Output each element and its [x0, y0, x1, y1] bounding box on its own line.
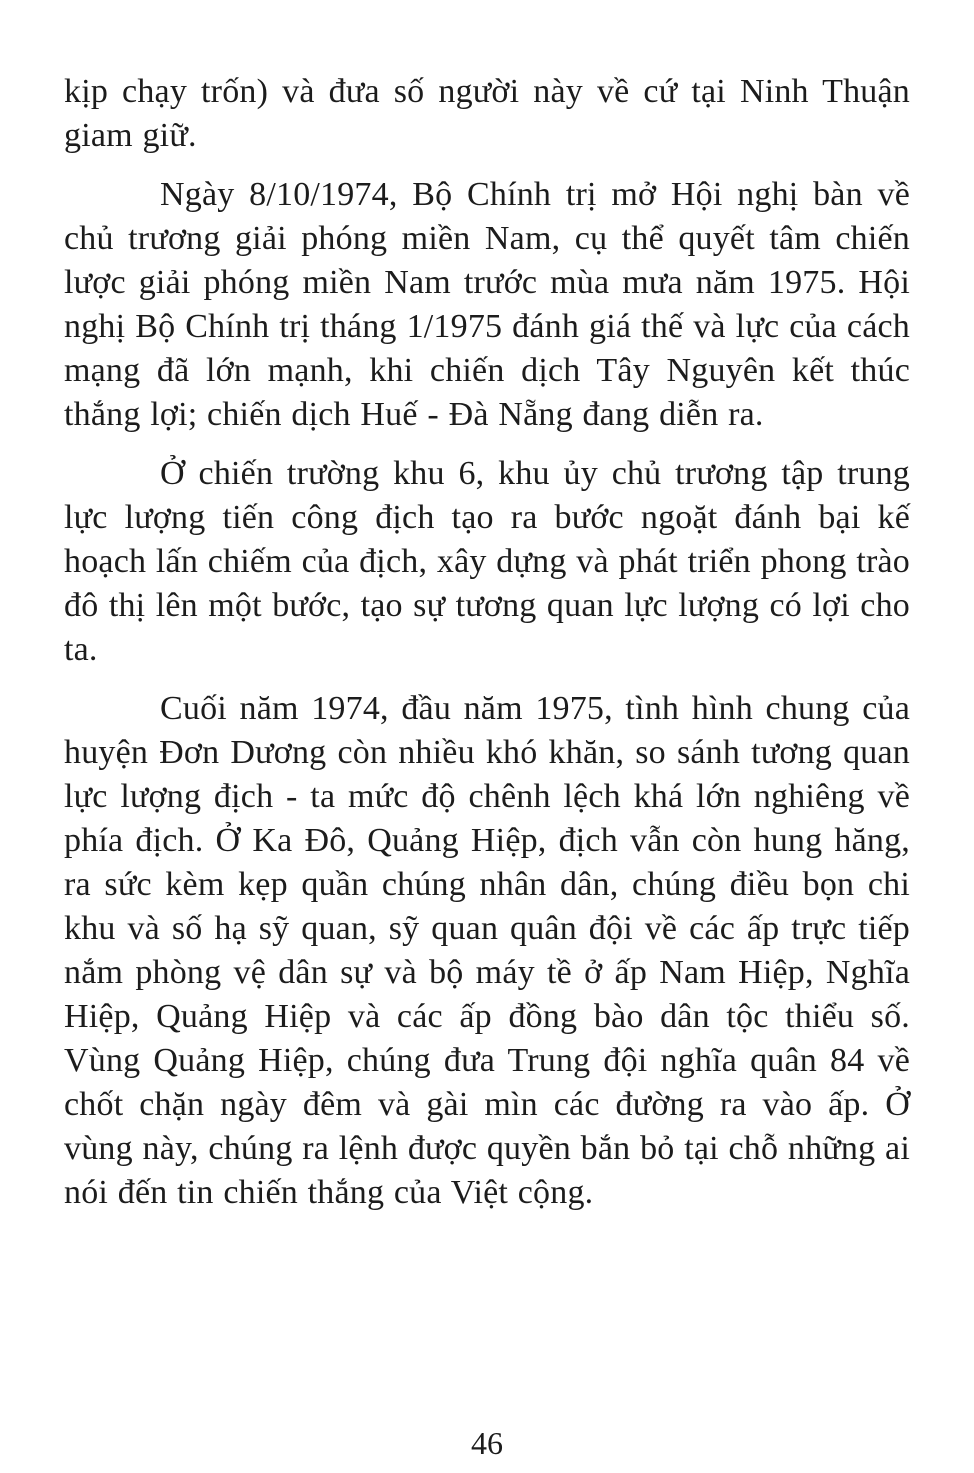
paragraph-1: kịp chạy trốn) và đưa số người này về cứ tại Ninh Thuận giam giữ. [64, 73, 910, 154]
page-number: 46 [471, 1425, 503, 1461]
paragraph-2: Ngày 8/10/1974, Bộ Chính trị mở Hội nghị bàn về chủ trương giải phóng miền Nam, cụ thể quyết tâm chiến lược giải phóng miền Nam trước mùa mưa năm 1975. Hội nghị Bộ Chính trị tháng 1/1975 đánh giá thế và lực của cách mạng đã lớn mạnh, khi chiến dịch Tây Nguyên kết thúc thắng lợi; chiến dịch Huế - Đà Nẵng đang diễn ra. [64, 176, 910, 433]
page-body [64, 70, 910, 1360]
paragraph-4: Cuối năm 1974, đầu năm 1975, tình hình chung của huyện Đơn Dương còn nhiều khó khăn, so sánh tương quan lực lượng địch - ta mức độ chênh lệch khá lớn nghiêng về phía địch. Ở Ka Đô, Quảng Hiệp, địch vẫn còn hung hăng, ra sức kèm kẹp quần chúng nhân dân, chúng điều bọn chi khu và số hạ sỹ quan, sỹ quan quân đội về các ấp trực tiếp nắm phòng vệ dân sự và bộ máy tề ở ấp Nam Hiệp, Nghĩa Hiệp, Quảng Hiệp và các ấp đồng bào dân tộc thiểu số. Vùng Quảng Hiệp, chúng đưa Trung đội nghĩa quân 84 về chốt chặn ngày đêm và gài mìn các đường ra vào ấp. Ở vùng này, chúng ra lệnh được quyền bắn bỏ tại chỗ những ai nói đến tin chiến thắng của Việt cộng. [64, 690, 910, 1211]
paragraph-3: Ở chiến trường khu 6, khu ủy chủ trương tập trung lực lượng tiến công địch tạo ra bước ngoặt đánh bại kế hoạch lấn chiếm của địch, xây dựng và phát triển phong trào đô thị lên một bước, tạo sự tương quan lực lượng có lợi cho ta. [64, 455, 910, 668]
